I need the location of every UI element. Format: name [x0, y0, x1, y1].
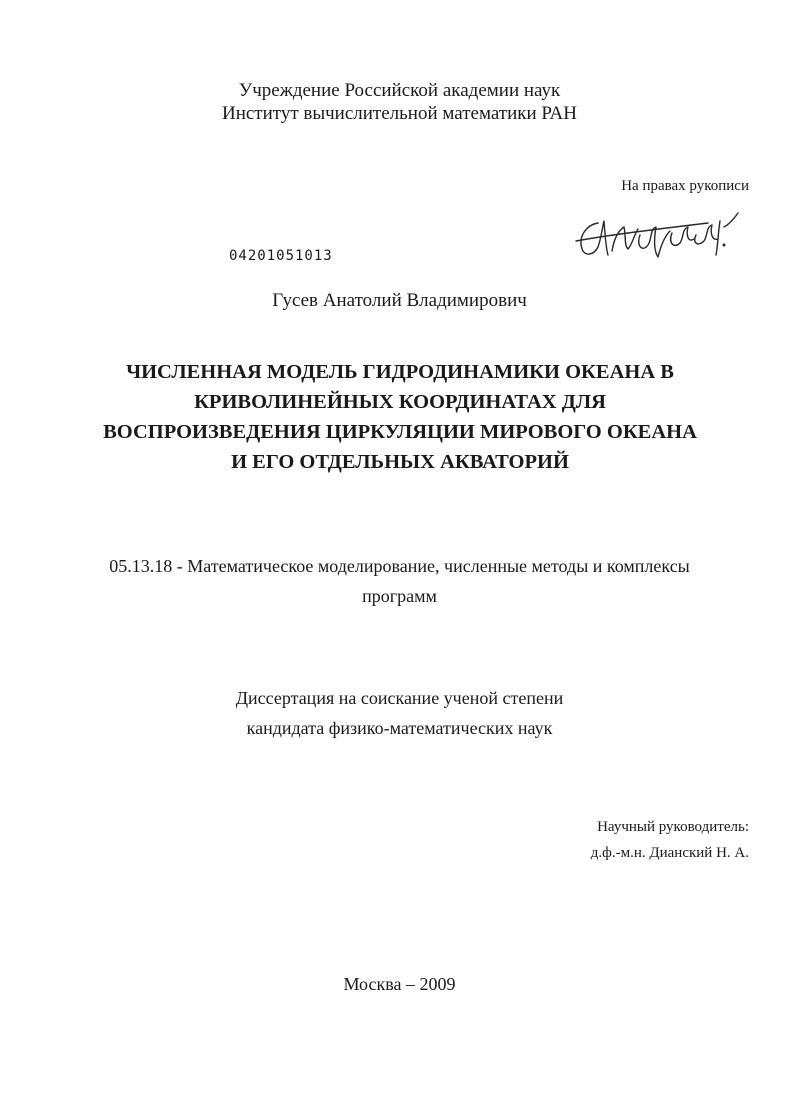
registry-number: 04201051013: [229, 248, 333, 264]
supervisor-name: д.ф.-м.н. Дианский Н. А.: [590, 845, 749, 861]
specialty: [60, 551, 739, 611]
supervisor-label: Научный руководитель:: [597, 819, 749, 835]
degree-line-2: кандидата физико-математических наук: [246, 718, 553, 738]
supervisor-block: [591, 814, 749, 866]
institution-line-1: Учреждение Российской академии наук: [238, 80, 561, 101]
specialty-line-2: программ: [362, 586, 437, 606]
title-line: И ЕГО ОТДЕЛЬНЫХ АКВАТОРИЙ: [231, 451, 569, 473]
degree-statement: [0, 683, 799, 743]
specialty-line-1: 05.13.18 - Математическое моделирование, численные методы и комплексы: [109, 556, 690, 576]
author-name: Гусев Анатолий Владимирович: [272, 290, 527, 311]
title-line: КРИВОЛИНЕЙНЫХ КООРДИНАТАХ ДЛЯ: [194, 391, 606, 413]
title-line: ВОСПРОИЗВЕДЕНИЯ ЦИРКУЛЯЦИИ МИРОВОГО ОКЕАНА: [103, 421, 697, 443]
institution-line-2: Институт вычислительной математики РАН: [221, 103, 578, 124]
manuscript-rights-note: На правах рукописи: [621, 178, 749, 194]
degree-line-1: Диссертация на соискание ученой степени: [235, 688, 564, 708]
title-line: ЧИСЛЕННАЯ МОДЕЛЬ ГИДРОДИНАМИКИ ОКЕАНА В: [126, 361, 674, 383]
signature-icon: [568, 205, 743, 267]
city-year: Москва – 2009: [343, 974, 456, 994]
dissertation-title: [90, 357, 710, 477]
